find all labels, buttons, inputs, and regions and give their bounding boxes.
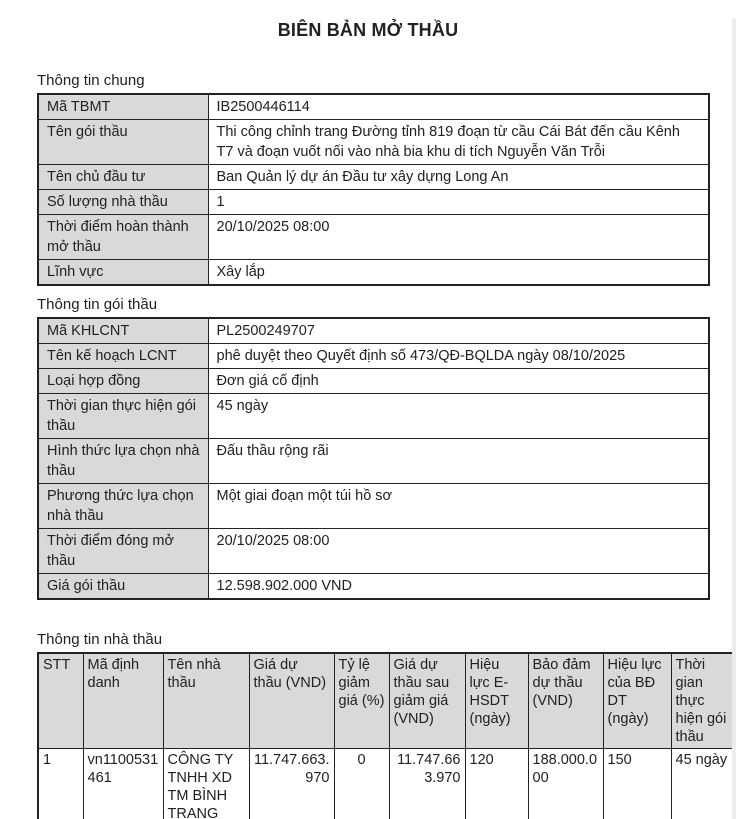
document bbox=[0, 19, 736, 819]
column-header: Mã định danh bbox=[83, 653, 163, 749]
table-cell: vn1100531461 bbox=[83, 749, 163, 819]
row-value: PL2500249707 bbox=[208, 318, 709, 344]
row-label: Lĩnh vực bbox=[38, 260, 208, 286]
row-label: Thời điểm hoàn thành mở thầu bbox=[38, 215, 208, 260]
table-row bbox=[38, 529, 709, 574]
row-label: Loại hợp đồng bbox=[38, 369, 208, 394]
table-row bbox=[38, 94, 709, 120]
row-value: Ban Quản lý dự án Đầu tư xây dựng Long An bbox=[208, 165, 709, 190]
row-value: Một giai đoạn một túi hồ sơ bbox=[208, 484, 709, 529]
row-label: Mã TBMT bbox=[38, 94, 208, 120]
column-header: Giá dự thầu sau giảm giá (VND) bbox=[389, 653, 465, 749]
row-value: Đơn giá cố định bbox=[208, 369, 709, 394]
contractor-table bbox=[37, 652, 735, 819]
section-heading-general: Thông tin chung bbox=[37, 72, 145, 89]
row-value: Thi công chỉnh trang Đường tỉnh 819 đoạn từ cầu Cái Bát đến cầu Kênh T7 và đoạn vuốt nối vào nhà bia khu di tích Nguyễn Văn Trỗi bbox=[208, 120, 709, 165]
section-heading-contractor: Thông tin nhà thầu bbox=[37, 631, 163, 648]
column-header: Tỷ lệ giảm giá (%) bbox=[334, 653, 389, 749]
table-row bbox=[38, 394, 709, 439]
row-value: phê duyệt theo Quyết định số 473/QĐ-BQLDA ngày 08/10/2025 bbox=[208, 344, 709, 369]
table-row bbox=[38, 749, 734, 819]
table-cell: 11.747.663.970 bbox=[249, 749, 334, 819]
table-row bbox=[38, 439, 709, 484]
table-row bbox=[38, 190, 709, 215]
table-row bbox=[38, 318, 709, 344]
table-cell: 45 ngày bbox=[671, 749, 734, 819]
scrollbar-track[interactable] bbox=[732, 19, 736, 819]
table-row bbox=[38, 369, 709, 394]
row-label: Phương thức lựa chọn nhà thầu bbox=[38, 484, 208, 529]
table-row bbox=[38, 260, 709, 286]
column-header: Giá dự thầu (VND) bbox=[249, 653, 334, 749]
column-header: STT bbox=[38, 653, 83, 749]
general-info-table bbox=[37, 93, 710, 286]
table-row bbox=[38, 344, 709, 369]
column-header: Thời gian thực hiện gói thầu bbox=[671, 653, 734, 749]
section-heading-package: Thông tin gói thầu bbox=[37, 296, 158, 313]
table-cell: 150 bbox=[603, 749, 671, 819]
row-value: Đấu thầu rộng rãi bbox=[208, 439, 709, 484]
row-label: Thời gian thực hiện gói thầu bbox=[38, 394, 208, 439]
table-cell: 1 bbox=[38, 749, 83, 819]
table-cell: 0 bbox=[334, 749, 389, 819]
table-row bbox=[38, 120, 709, 165]
column-header: Tên nhà thầu bbox=[163, 653, 249, 749]
column-header: Bảo đảm dự thầu (VND) bbox=[528, 653, 603, 749]
table-row bbox=[38, 215, 709, 260]
page-title: BIÊN BẢN MỞ THẦU bbox=[277, 20, 459, 40]
table-row bbox=[38, 484, 709, 529]
table-cell: 120 bbox=[465, 749, 528, 819]
row-value: 12.598.902.000 VND bbox=[208, 574, 709, 600]
row-label: Hình thức lựa chọn nhà thầu bbox=[38, 439, 208, 484]
table-cell: 11.747.663.970 bbox=[389, 749, 465, 819]
row-value: 1 bbox=[208, 190, 709, 215]
table-cell: CÔNG TY TNHH XD TM BÌNH TRANG bbox=[163, 749, 249, 819]
row-label: Thời điểm đóng mở thầu bbox=[38, 529, 208, 574]
row-label: Giá gói thầu bbox=[38, 574, 208, 600]
row-value: 45 ngày bbox=[208, 394, 709, 439]
column-header: Hiệu lực E-HSDT (ngày) bbox=[465, 653, 528, 749]
row-value: IB2500446114 bbox=[208, 94, 709, 120]
column-header: Hiệu lực của BĐ DT (ngày) bbox=[603, 653, 671, 749]
row-label: Mã KHLCNT bbox=[38, 318, 208, 344]
table-cell: 188.000.000 bbox=[528, 749, 603, 819]
row-label: Tên chủ đầu tư bbox=[38, 165, 208, 190]
row-value: 20/10/2025 08:00 bbox=[208, 215, 709, 260]
table-header-row bbox=[38, 653, 734, 749]
table-row bbox=[38, 574, 709, 600]
package-info-table bbox=[37, 317, 710, 600]
row-value: Xây lắp bbox=[208, 260, 709, 286]
row-label: Tên gói thầu bbox=[38, 120, 208, 165]
row-label: Số lượng nhà thầu bbox=[38, 190, 208, 215]
row-label: Tên kế hoạch LCNT bbox=[38, 344, 208, 369]
row-value: 20/10/2025 08:00 bbox=[208, 529, 709, 574]
table-row bbox=[38, 165, 709, 190]
